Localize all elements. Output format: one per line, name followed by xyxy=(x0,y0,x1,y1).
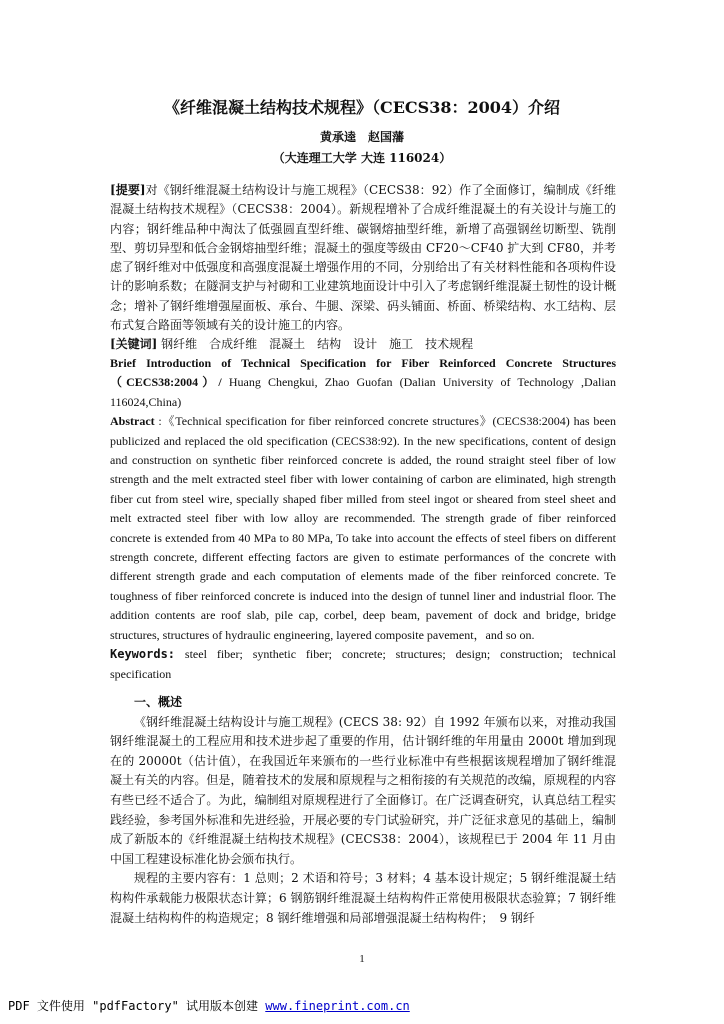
paper-authors: 黄承逵 赵国藩 xyxy=(319,130,404,144)
footer-link[interactable]: www.fineprint.com.cn xyxy=(265,999,410,1013)
paper-affiliation: （大连理工大学 大连 116024） xyxy=(272,151,452,165)
keywords-zh-text: 钢纤维 合成纤维 混凝土 结构 设计 施工 技术规程 xyxy=(157,337,474,352)
keywords-en-text: steel fiber; synthetic fiber; concrete; structures; design; construction; technical specification xyxy=(110,647,616,681)
keywords-en-label: Keywords: xyxy=(110,647,176,662)
footer-text: PDF 文件使用 "pdfFactory" 试用版本创建 xyxy=(8,999,266,1013)
pdf-footer xyxy=(8,997,410,1014)
english-title: Brief Introduction of Technical Specification for Fiber Reinforced Concrete Structures（CECS38:2004）/ xyxy=(110,356,616,390)
section-paragraph: 《钢纤维混凝土结构设计与施工规程》(CECS 38: 92）自 1992 年颁布以来，对推动我国钢纤维混凝土的工程应用和技术进步起了重要的作用，估计钢纤维的年用量由 2000t 增加到现在的 20000t（估计值），在我国近年来颁布的一些行业标准中有些根据该规程增加了钢纤维混凝土有关的内容。但是，随着技术的发展和原规程与之相衔接的有关规范的改编，原规程的内容有些已经不适合了。为此，编制组对原规程进行了全面修订。在广泛调查研究，认真总结工程实践经验，参考国外标准和先进经验，开展必要的专门试验研究，并广泛征求意见的基础上，编制成了新版本的《纤维混凝土结构技术规程》(CECS38：2004），该规程已于 2004 年 11 月由中国工程建设标准化协会颁布执行。 xyxy=(110,714,616,866)
keywords-zh-label: [关键词] xyxy=(110,337,158,352)
section-paragraph: 规程的主要内容有：1 总则；2 术语和符号；3 材料；4 基本设计规定；5 钢纤维混凝土结构构件承载能力极限状态计算；6 钢筋钢纤维混凝土结构构件正常使用极限状态验算；7 钢纤维混凝土结构构件的构造规定；8 钢纤维增强和局部增强混凝土结构构件； 9 钢纤 xyxy=(110,871,616,925)
english-abstract xyxy=(110,354,616,684)
section-heading: 一、概述 xyxy=(134,695,183,709)
chinese-abstract xyxy=(110,181,616,355)
abstract-en-label: Abstract xyxy=(110,414,155,429)
paper-title: 《纤维混凝土结构技术规程》（CECS38：2004）介绍 xyxy=(163,98,561,117)
abstract-en-text: :《Technical specification for fiber reinforced concrete structures》(CECS38:2004) has been publicized and replaced the old specification (CECS38:92). In the new specifications, content of design and construction on synthetic fiber reinforced concrete is added, the round straight steel fiber of low strength and the melt extracted steel fiber with lower containing of carbon are eliminated, high strength fiber cut from steel wire, specially shaped fiber milled from steel ingot or sheared from steel sheet and melt extracted steel fiber with low alloy are recommended. The strength grade of fiber reinforced concrete is extended from 40 MPa to 80 MPa, To take into account the effects of steel fibers on different strength concrete, different effecting factors are given to estimate performances of the concrete with different strength grade and each computation of elements made of the fiber reinforced concrete. Te toughness of fiber reinforced concrete is induced into the design of tunnel liner and industrial floor. The addition contents are roof slab, pile cap, corbel, deep beam, pavement of dock and bridge, bridge structures, structures of hydraulic engineering, layered composite pavement，and so on. xyxy=(110,414,616,642)
abstract-zh-label: [提要] xyxy=(110,183,146,197)
section-introduction xyxy=(110,693,616,928)
english-authors: Huang Chengkui, Zhao Guofan (Dalian University of Technology ,Dalian 116024,China) xyxy=(110,375,617,409)
page-number: 1 xyxy=(359,953,365,965)
abstract-zh-text: 对《钢纤维混凝土结构设计与施工规程》（CECS38：92）作了全面修订，编制成《纤维混凝土结构技术规程》（CECS38：2004）。新规程增补了合成纤维混凝土的有关设计与施工的内容；钢纤维品种中淘汰了低强圆直型纤维、碳钢熔抽型纤维，新增了高强钢丝切断型、铣削型、剪切异型和低合金钢熔抽型纤维；混凝土的强度等级由 CF20～CF40 扩大到 CF80，并考虑了钢纤维对中低强度和高强度混凝土增强作用的不同，分别给出了有关材料性能和各项构件设计的影响系数；在隧洞支护与衬砌和工业建筑地面设计中引入了考虑钢纤维混凝土韧性的设计概念；增补了钢纤维增强屋面板、承台、牛腿、深梁、码头铺面、桥面、桥梁结构、水工结构、层布式复合路面等领域有关的设计施工的内容。 xyxy=(110,183,617,333)
